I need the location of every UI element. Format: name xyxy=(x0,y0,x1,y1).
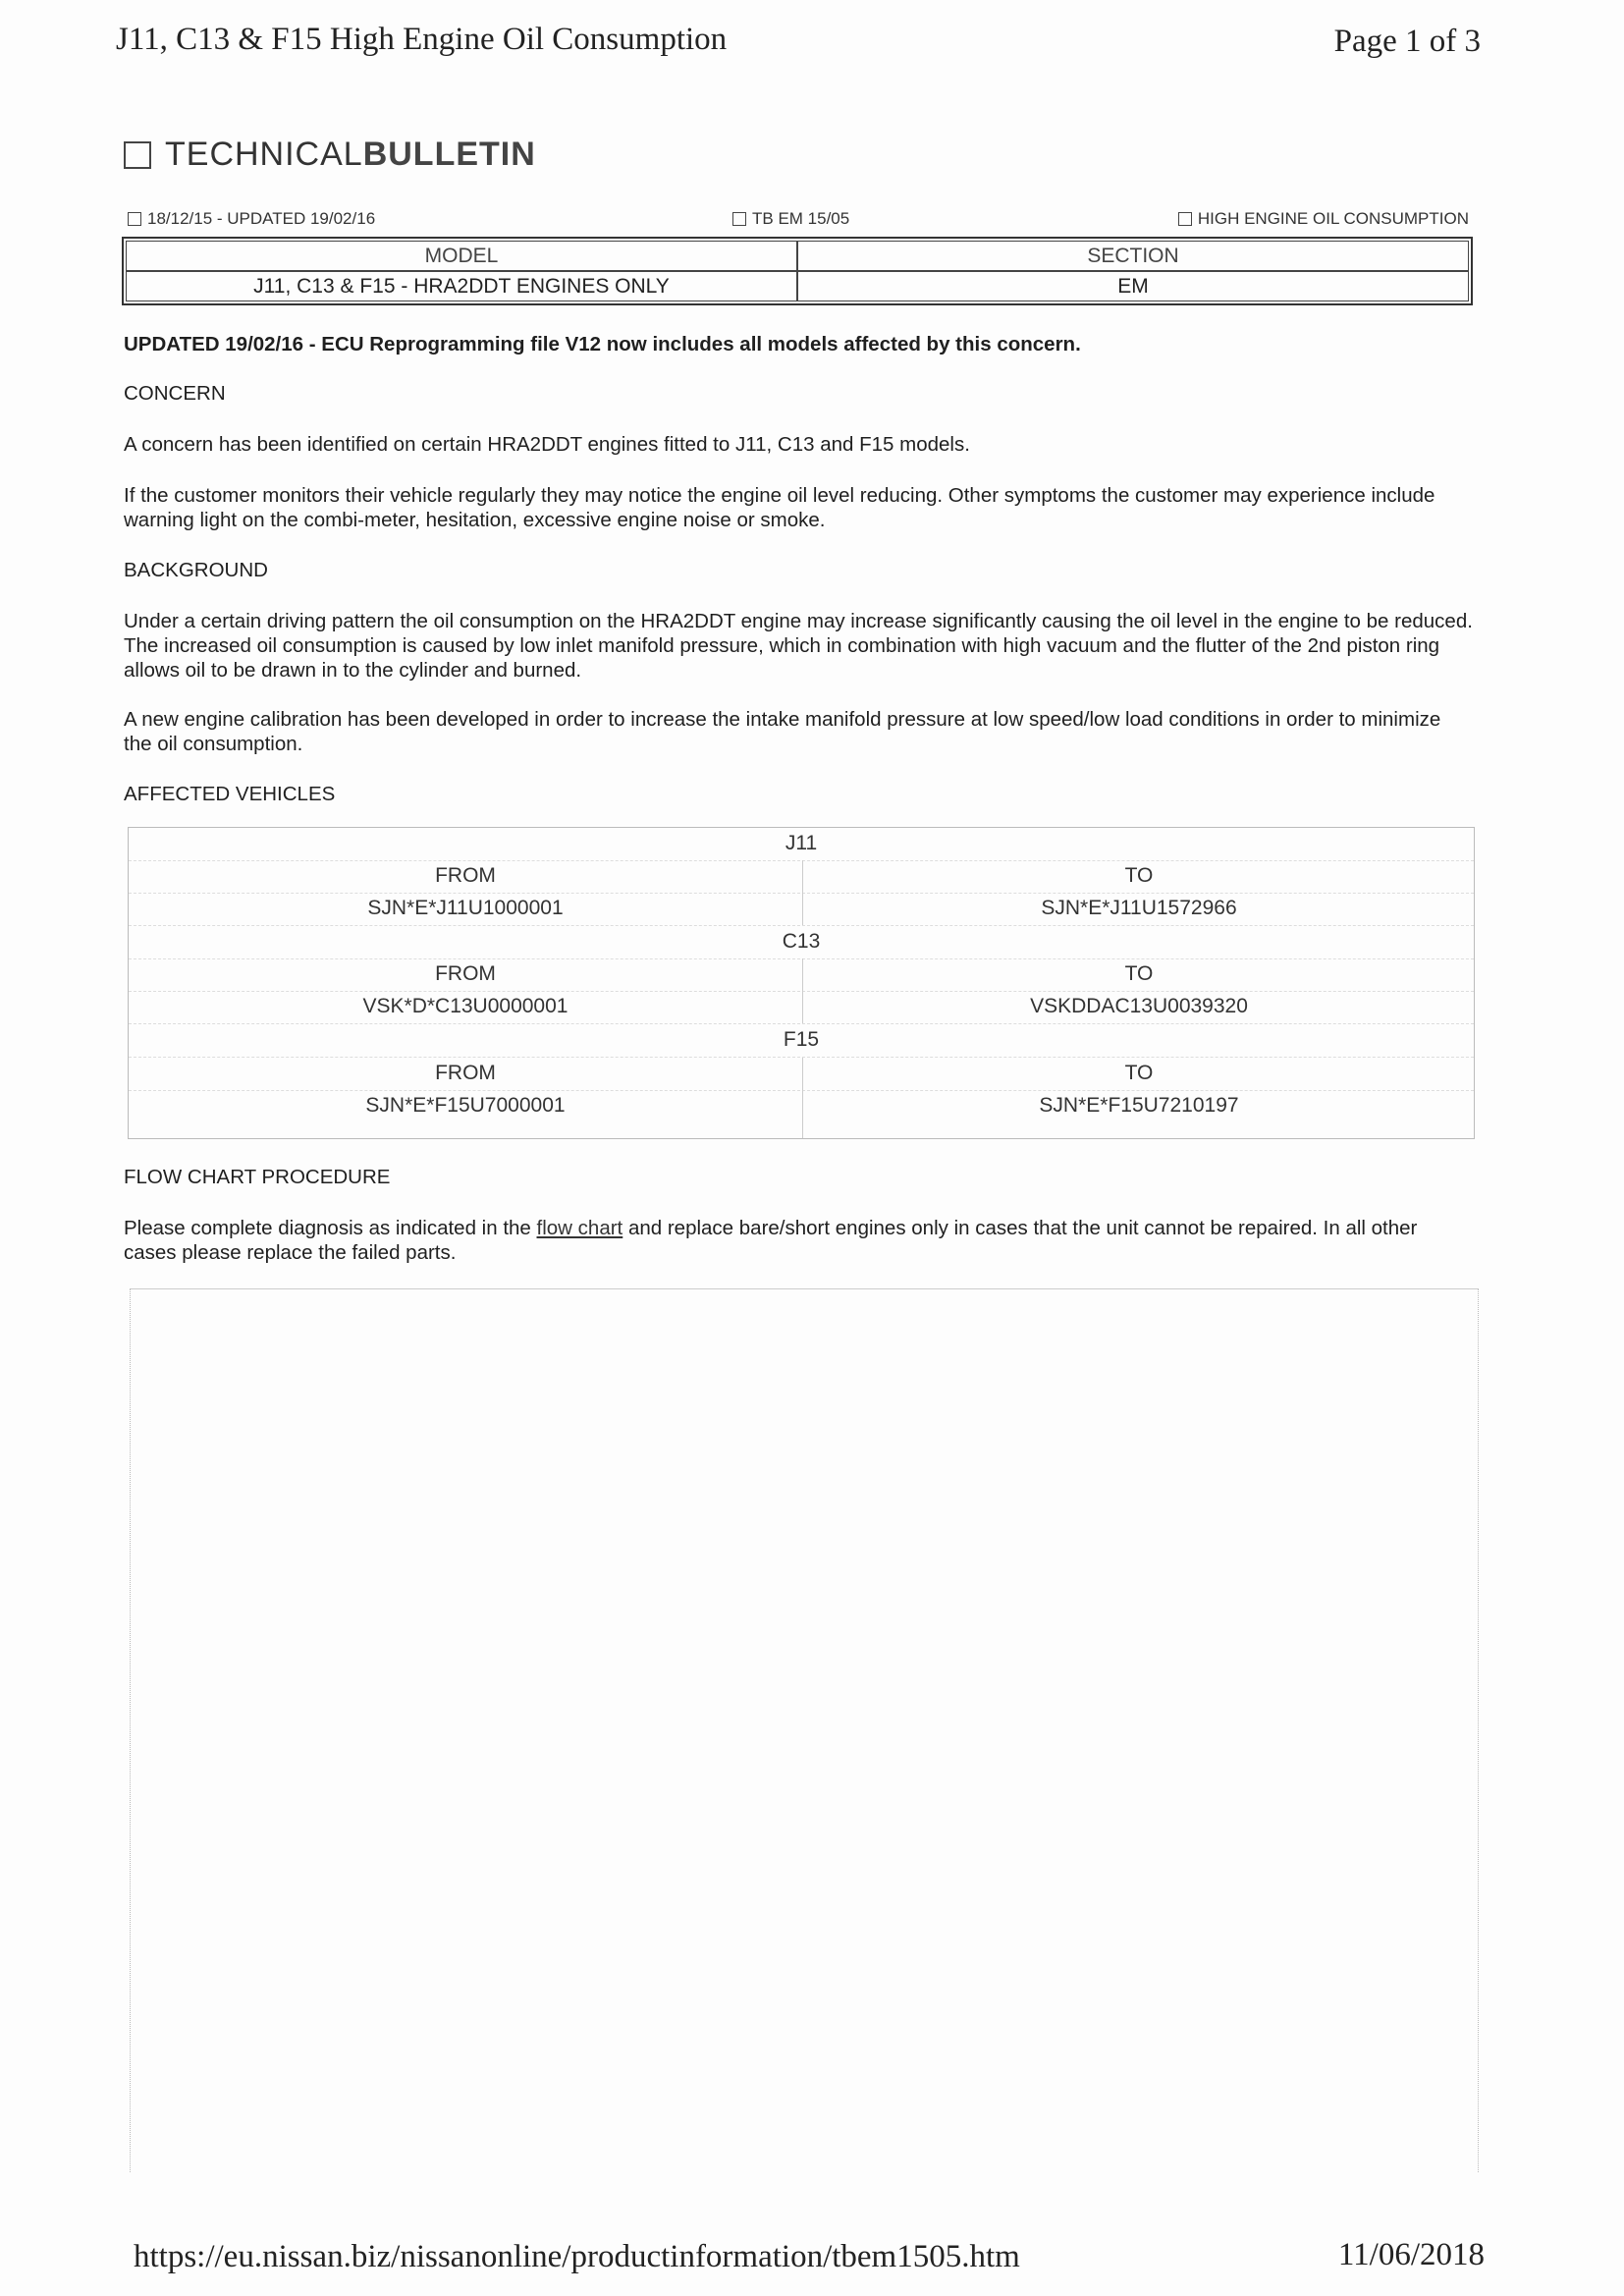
bulletin-title xyxy=(124,136,536,174)
to-label: TO xyxy=(1124,1062,1154,1084)
table-row xyxy=(129,991,1474,1024)
flow-chart-area xyxy=(130,1288,1479,2172)
model-label: C13 xyxy=(782,930,821,953)
table-row xyxy=(129,1024,1474,1058)
print-footer-url: https://eu.nissan.biz/nissanonline/productinformation/tbem1505.htm xyxy=(134,2239,1020,2274)
flow-chart-heading: FLOW CHART PROCEDURE xyxy=(124,1166,391,1188)
bulletin-title-bold: BULLETIN xyxy=(362,136,536,173)
model-label: J11 xyxy=(785,832,818,854)
model-label: F15 xyxy=(783,1028,820,1051)
vin-from: SJN*E*F15U7000001 xyxy=(365,1094,566,1117)
table-row xyxy=(129,828,1474,861)
background-paragraph-2: A new engine calibration has been developed in order to increase the intake manifold pressure at low speed/low load conditions in order to minimize the oil consumption. xyxy=(124,708,1441,755)
table-row xyxy=(129,1090,1474,1122)
background-heading: BACKGROUND xyxy=(124,559,268,581)
affected-heading: AFFECTED VEHICLES xyxy=(124,783,336,805)
model-value: J11, C13 & F15 - HRA2DDT ENGINES ONLY xyxy=(126,271,797,301)
flow-chart-paragraph xyxy=(124,1216,1473,1265)
table-row xyxy=(129,860,1474,894)
column-divider xyxy=(802,1058,803,1138)
column-divider xyxy=(802,958,803,1023)
bulletin-subject xyxy=(1178,209,1469,229)
bulletin-title-light: TECHNICAL xyxy=(165,136,363,173)
vin-to: SJN*E*J11U1572966 xyxy=(1041,897,1237,919)
section-header: SECTION xyxy=(797,241,1469,271)
print-footer-date: 11/06/2018 xyxy=(1337,2237,1485,2272)
concern-paragraph-2: If the customer monitors their vehicle regularly they may notice the engine oil level reducing. Other symptoms the customer may experience include warning light on the combi-meter, hesitation, excessive engine noise or smoke. xyxy=(124,484,1435,531)
checkbox-icon xyxy=(124,141,151,169)
print-header-title: J11, C13 & F15 High Engine Oil Consumption xyxy=(116,22,728,57)
background-paragraph-1: Under a certain driving pattern the oil consumption on the HRA2DDT engine may increase significantly causing the oil level in the engine to be reduced. The increased oil consumption is caused by low inlet manifold pressure, which in combination with high vacuum and the flutter of the 2nd piston ring allows oil to be drawn in to the cylinder and burned. xyxy=(124,610,1473,682)
vin-to: SJN*E*F15U7210197 xyxy=(1039,1094,1239,1117)
from-label: FROM xyxy=(435,1062,496,1084)
checkbox-icon xyxy=(1178,212,1192,226)
checkbox-icon xyxy=(732,212,746,226)
vin-to: VSKDDAC13U0039320 xyxy=(1030,995,1248,1017)
table-row xyxy=(129,958,1474,992)
model-header: MODEL xyxy=(126,241,797,271)
vin-from: SJN*E*J11U1000001 xyxy=(367,897,564,919)
bulletin-reference xyxy=(732,209,849,229)
from-label: FROM xyxy=(435,962,496,985)
to-label: TO xyxy=(1124,962,1154,985)
vin-from: VSK*D*C13U0000001 xyxy=(362,995,568,1017)
to-label: TO xyxy=(1124,864,1154,887)
table-row xyxy=(129,893,1474,926)
bulletin-date-text: 18/12/15 - UPDATED 19/02/16 xyxy=(147,209,376,228)
flow-text-before: Please complete diagnosis as indicated in the xyxy=(124,1217,537,1239)
print-page-number: Page 1 of 3 xyxy=(1333,24,1481,59)
table-row xyxy=(129,1058,1474,1091)
checkbox-icon xyxy=(128,212,141,226)
concern-heading: CONCERN xyxy=(124,382,226,405)
column-divider xyxy=(802,860,803,925)
update-note: UPDATED 19/02/16 - ECU Reprogramming file V12 now includes all models affected by this concern. xyxy=(124,333,1081,355)
table-row xyxy=(129,926,1474,959)
bulletin-subject-text: HIGH ENGINE OIL CONSUMPTION xyxy=(1197,209,1469,228)
flow-text-after: and replace bare/short engines only in cases that the unit cannot be repaired. In all other cases please replace the failed parts. xyxy=(124,1217,1418,1264)
concern-paragraph-1: A concern has been identified on certain HRA2DDT engines fitted to J11, C13 and F15 models. xyxy=(124,433,970,456)
bulletin-date xyxy=(128,209,375,229)
section-value: EM xyxy=(797,271,1469,301)
model-section-table xyxy=(122,237,1473,305)
bulletin-reference-text: TB EM 15/05 xyxy=(752,209,850,228)
flow-chart-link[interactable]: flow chart xyxy=(536,1217,623,1239)
from-label: FROM xyxy=(435,864,496,887)
affected-vehicles-table xyxy=(128,827,1475,1139)
bulletin-meta xyxy=(128,209,1469,229)
